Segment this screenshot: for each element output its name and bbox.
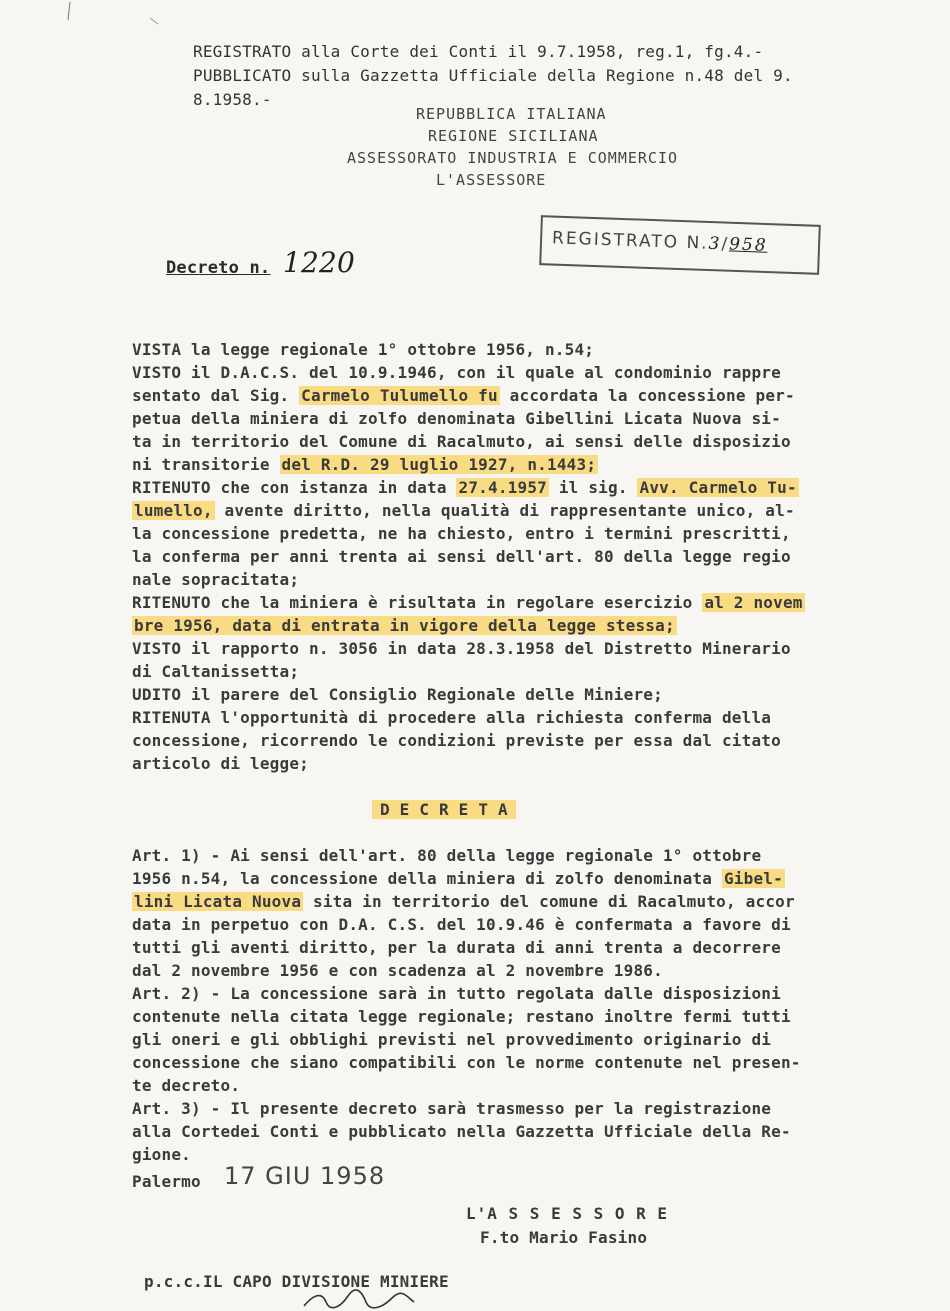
- premise-line: RITENUTA l'opportunità di procedere alla richiesta conferma della: [132, 708, 772, 727]
- signer-name: F.to Mario Fasino: [480, 1228, 648, 1247]
- decreta-heading: D E C R E T A: [372, 800, 516, 819]
- premise-line: nale sopracitata;: [132, 570, 300, 589]
- article-line: gli oneri e gli obblighi previsti nel provvedimento originario di: [132, 1030, 772, 1049]
- highlight-carmelo-tulumello: Carmelo Tulumello fu: [301, 386, 498, 405]
- article-line: 1956 n.54, la concessione della miniera di zolfo denominata Gibel-: [132, 869, 783, 888]
- article-line: dal 2 novembre 1956 e con scadenza al 2 novembre 1986.: [132, 961, 663, 980]
- registration-line-3: 8.1958.-: [193, 90, 272, 109]
- signer-title: L'A S S E S S O R E: [466, 1204, 669, 1223]
- premise-line: la concessione predetta, ne ha chiesto, entro i termini prescritti,: [132, 524, 791, 543]
- premise-line: articolo di legge;: [132, 754, 309, 773]
- premise-line: lumello, avente diritto, nella qualità di rappresentante unico, al-: [134, 501, 795, 520]
- premise-line: la conferma per anni trenta ai sensi dell'art. 80 della legge regio: [132, 547, 791, 566]
- premise-line: VISTO il D.A.C.S. del 10.9.1946, con il quale al condominio rappre: [132, 363, 781, 382]
- premise-line: [132, 616, 677, 635]
- header-region: REGIONE SICILIANA: [428, 127, 599, 145]
- article-line: lini Licata Nuova sita in territorio del comune di Racalmuto, accor: [134, 892, 795, 911]
- highlight-date-1957: 27.4.1957: [458, 478, 547, 497]
- decree-number: 1220: [283, 246, 356, 279]
- premise-line: concessione, ricorrendo le condizioni previste per essa dal citato: [132, 731, 781, 750]
- premise-line: VISTO il rapporto n. 3056 in data 28.3.1958 del Distretto Minerario: [132, 639, 791, 658]
- premise-line: petua della miniera di zolfo denominata Gibellini Licata Nuova si-: [132, 409, 781, 428]
- premise-line: ta in territorio del Comune di Racalmuto, ai sensi delle disposizio: [132, 432, 791, 451]
- premise-line: ni transitorie del R.D. 29 luglio 1927, n.1443;: [132, 455, 597, 474]
- date-stamp: 17 GIU 1958: [224, 1162, 386, 1190]
- premise-line: RITENUTO che la miniera è risultata in regolare esercizio al 2 novem: [132, 593, 803, 612]
- registration-stamp-text: REGISTRATO N.3/958: [551, 228, 768, 256]
- article-line: Art. 1) - Ai sensi dell'art. 80 della legge regionale 1° ottobre: [132, 846, 762, 865]
- article-line: Art. 2) - La concessione sarà in tutto regolata dalle disposizioni: [132, 984, 781, 1003]
- premise-line: di Caltanissetta;: [132, 662, 300, 681]
- decree-label: Decreto n.: [166, 258, 271, 278]
- stamp-number: 3: [708, 233, 722, 255]
- highlight-avv-tulumello: Avv. Carmelo Tu-: [639, 478, 797, 497]
- stamp-label: REGISTRATO N.: [551, 228, 709, 254]
- header-republic: REPUBBLICA ITALIANA: [416, 105, 607, 123]
- premise-line: VISTA la legge regionale 1° ottobre 1956, n.54;: [132, 340, 595, 359]
- article-line: tutti gli aventi diritto, per la durata di anni trenta a decorrere: [132, 938, 781, 957]
- article-line: contenute nella citata legge regionale; restano inoltre fermi tutti: [132, 1007, 791, 1026]
- premise-line: RITENUTO che con istanza in data 27.4.1957 il sig. Avv. Carmelo Tu-: [132, 478, 797, 497]
- handwritten-signature: [300, 1288, 420, 1310]
- registration-line-1: REGISTRATO alla Corte dei Conti il 9.7.1958, reg.1, fg.4.-: [193, 42, 764, 61]
- article-line: te decreto.: [132, 1076, 241, 1095]
- premise-line: sentato dal Sig. Carmelo Tulumello fu accordata la concessione per-: [132, 386, 795, 405]
- highlight-rd-1927: del R.D. 29 luglio 1927, n.1443;: [281, 455, 597, 474]
- highlight-gibellini: Gibel-: [723, 869, 783, 888]
- highlight-licata-nuova: lini Licata Nuova: [134, 892, 302, 911]
- copy-line: p.c.c.IL CAPO DIVISIONE MINIERE: [144, 1272, 449, 1291]
- article-line: concessione che siano compatibili con le norme contenute nel presen-: [132, 1053, 801, 1072]
- registration-line-2: PUBBLICATO sulla Gazzetta Ufficiale della Regione n.48 del 9.: [193, 66, 793, 85]
- article-line: alla Cortedei Conti e pubblicato nella Gazzetta Ufficiale della Re-: [132, 1122, 791, 1141]
- place: Palermo: [132, 1172, 201, 1191]
- highlight-date-1956: al 2 novem: [704, 593, 803, 612]
- header-department: ASSESSORATO INDUSTRIA E COMMERCIO: [347, 149, 679, 167]
- highlight-entry-into-force: bre 1956, data di entrata in vigore della legge stessa;: [134, 616, 675, 635]
- header-assessor: L'ASSESSORE: [436, 171, 547, 189]
- article-line: Art. 3) - Il presente decreto sarà trasmesso per la registrazione: [132, 1099, 772, 1118]
- stamp-year: 958: [728, 234, 768, 256]
- article-line: data in perpetuo con D.A. C.S. del 10.9.46 è confermata a favore di: [132, 915, 791, 934]
- highlight-tulumello-cont: lumello,: [134, 501, 213, 520]
- premise-line: UDITO il parere del Consiglio Regionale delle Miniere;: [132, 685, 663, 704]
- scan-marks: [40, 0, 170, 40]
- article-line: gione.: [132, 1145, 191, 1164]
